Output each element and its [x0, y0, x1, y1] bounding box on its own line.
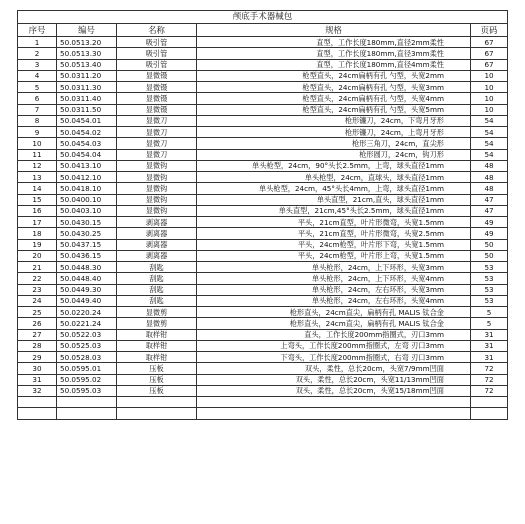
- cell-spec: 单头枪型，24cm，直球头，球头直径1mm: [197, 172, 471, 183]
- cell-index: 12: [18, 160, 57, 171]
- table-row: [18, 239, 508, 250]
- cell-name: 压板: [117, 374, 197, 385]
- cell-page: 49: [471, 228, 508, 239]
- cell-code: 50.0412.10: [57, 172, 117, 183]
- table-row: [18, 59, 508, 70]
- cell-page: 5: [471, 307, 508, 318]
- table-row: [18, 363, 508, 374]
- cell-name: 取样钳: [117, 340, 197, 351]
- cell-index: [18, 397, 57, 408]
- cell-name: 剥离器: [117, 250, 197, 261]
- cell-spec: 直型，工作长度180mm,直径4mm柔性: [197, 59, 471, 70]
- cell-code: 50.0513.20: [57, 37, 117, 48]
- cell-name: 显微钩: [117, 194, 197, 205]
- cell-name: 刮匙: [117, 262, 197, 273]
- header-row: [18, 24, 508, 37]
- cell-page: 50: [471, 250, 508, 261]
- cell-index: 6: [18, 93, 57, 104]
- cell-name: 吸引管: [117, 37, 197, 48]
- cell-page: [471, 397, 508, 408]
- cell-index: 3: [18, 59, 57, 70]
- table-body: [18, 37, 508, 420]
- cell-index: 16: [18, 205, 57, 216]
- cell-spec: 枪型直头，24cm扁柄有孔 勺型，头宽3mm: [197, 82, 471, 93]
- cell-index: 13: [18, 172, 57, 183]
- cell-spec: 枪形镰刀，24cm，上弯月牙形: [197, 127, 471, 138]
- table-row: [18, 385, 508, 396]
- header-code: 编号: [57, 24, 117, 37]
- cell-code: 50.0448.40: [57, 273, 117, 284]
- cell-name: 取样钳: [117, 352, 197, 363]
- cell-page: 47: [471, 205, 508, 216]
- cell-name: 显微钩: [117, 205, 197, 216]
- cell-spec: 单头枪型，24cm，90°头长2.5mm，上弯，球头直径1mm: [197, 160, 471, 171]
- cell-index: 11: [18, 149, 57, 160]
- cell-code: 50.0220.24: [57, 307, 117, 318]
- cell-page: 10: [471, 104, 508, 115]
- cell-code: 50.0430.25: [57, 228, 117, 239]
- cell-spec: 单头枪形，24cm，上下环形，头宽3mm: [197, 262, 471, 273]
- cell-spec: 单头枪型，24cm，45°头长4mm，上弯，球头直径1mm: [197, 183, 471, 194]
- cell-page: 72: [471, 374, 508, 385]
- cell-spec: 平头，24cm枪型，叶片形上弯，头宽1.5mm: [197, 250, 471, 261]
- cell-code: [57, 408, 117, 419]
- table-row: [18, 194, 508, 205]
- table-title: 颅底手术器械包: [18, 11, 508, 24]
- cell-index: 10: [18, 138, 57, 149]
- cell-spec: 双头，柔性，总长20cm，头宽7/9mm凹面: [197, 363, 471, 374]
- cell-page: 67: [471, 48, 508, 59]
- cell-page: [471, 408, 508, 419]
- cell-name: 显微刀: [117, 149, 197, 160]
- cell-spec: 单头直型，21cm,45°头长2.5mm，球头直径1mm: [197, 205, 471, 216]
- cell-code: 50.0449.40: [57, 295, 117, 306]
- cell-page: 53: [471, 284, 508, 295]
- cell-name: 吸引管: [117, 48, 197, 59]
- cell-page: 31: [471, 329, 508, 340]
- cell-page: 72: [471, 363, 508, 374]
- cell-page: 54: [471, 115, 508, 126]
- cell-code: 50.0595.01: [57, 363, 117, 374]
- cell-name: 显微镊: [117, 104, 197, 115]
- cell-code: 50.0400.10: [57, 194, 117, 205]
- cell-spec: 双头，柔性，总长20cm，头宽11/13mm凹面: [197, 374, 471, 385]
- cell-index: 2: [18, 48, 57, 59]
- cell-name: 显微镊: [117, 93, 197, 104]
- table-row: [18, 340, 508, 351]
- cell-page: 54: [471, 149, 508, 160]
- cell-name: 取样钳: [117, 329, 197, 340]
- cell-spec: 枪形三角刀，24cm，直尖形: [197, 138, 471, 149]
- cell-code: 50.0595.02: [57, 374, 117, 385]
- cell-index: 9: [18, 127, 57, 138]
- cell-code: 50.0454.04: [57, 149, 117, 160]
- cell-spec: 单头枪形，24cm，左右环形，头宽3mm: [197, 284, 471, 295]
- cell-page: 10: [471, 93, 508, 104]
- cell-index: 19: [18, 239, 57, 250]
- cell-code: 50.0436.15: [57, 250, 117, 261]
- cell-code: 50.0522.03: [57, 329, 117, 340]
- cell-name: 显微钩: [117, 172, 197, 183]
- cell-code: 50.0454.02: [57, 127, 117, 138]
- cell-name: 压板: [117, 385, 197, 396]
- cell-spec: 枪形直头，24cm直尖，扁柄有孔 MALIS 钛合金: [197, 307, 471, 318]
- cell-spec: 下弯头，工作长度200mm指圈式，右弯 刃口3mm: [197, 352, 471, 363]
- cell-spec: 枪形直头，24cm直尖，扁柄有孔 MALIS 钛合金: [197, 318, 471, 329]
- table-row: [18, 397, 508, 408]
- table-row: [18, 160, 508, 171]
- cell-page: 49: [471, 217, 508, 228]
- cell-spec: 平头，24cm枪型，叶片形下弯，头宽1.5mm: [197, 239, 471, 250]
- cell-name: 显微刀: [117, 138, 197, 149]
- cell-name: 显微刀: [117, 115, 197, 126]
- cell-code: 50.0311.30: [57, 82, 117, 93]
- table-row: [18, 82, 508, 93]
- cell-name: 剥离器: [117, 228, 197, 239]
- cell-index: 29: [18, 352, 57, 363]
- cell-name: 剥离器: [117, 239, 197, 250]
- cell-code: 50.0403.10: [57, 205, 117, 216]
- cell-page: 48: [471, 160, 508, 171]
- cell-spec: 枪型直头，24cm扁柄有孔 勺型，头宽5mm: [197, 104, 471, 115]
- cell-spec: 单头枪形，24cm，左右环形，头宽4mm: [197, 295, 471, 306]
- cell-code: 50.0525.03: [57, 340, 117, 351]
- table-row: [18, 318, 508, 329]
- cell-name: 显微镊: [117, 82, 197, 93]
- cell-page: 54: [471, 138, 508, 149]
- cell-index: 8: [18, 115, 57, 126]
- cell-spec: [197, 408, 471, 419]
- title-row: [18, 11, 508, 24]
- cell-index: 32: [18, 385, 57, 396]
- table-row: [18, 104, 508, 115]
- table-row: [18, 408, 508, 419]
- table-row: [18, 172, 508, 183]
- cell-page: 48: [471, 172, 508, 183]
- cell-page: 10: [471, 70, 508, 81]
- cell-page: 67: [471, 59, 508, 70]
- cell-name: 吸引管: [117, 59, 197, 70]
- cell-index: 20: [18, 250, 57, 261]
- cell-index: 30: [18, 363, 57, 374]
- table-row: [18, 262, 508, 273]
- table-row: [18, 183, 508, 194]
- cell-spec: [197, 397, 471, 408]
- cell-index: 28: [18, 340, 57, 351]
- cell-page: 50: [471, 239, 508, 250]
- cell-page: 54: [471, 127, 508, 138]
- table-row: [18, 284, 508, 295]
- instrument-table: [17, 10, 508, 420]
- cell-index: 26: [18, 318, 57, 329]
- cell-spec: 直型，工作长度180mm,直径2mm柔性: [197, 37, 471, 48]
- cell-spec: 双头，柔性，总长20cm，头宽15/18mm凹面: [197, 385, 471, 396]
- cell-name: [117, 408, 197, 419]
- table-row: [18, 115, 508, 126]
- cell-name: 显微镊: [117, 70, 197, 81]
- table-row: [18, 127, 508, 138]
- cell-index: [18, 408, 57, 419]
- cell-name: 刮匙: [117, 284, 197, 295]
- cell-name: 压板: [117, 363, 197, 374]
- cell-index: 24: [18, 295, 57, 306]
- table-row: [18, 374, 508, 385]
- cell-code: [57, 397, 117, 408]
- header-name: 名称: [117, 24, 197, 37]
- table-row: [18, 205, 508, 216]
- cell-spec: 单头枪形，24cm，上下环形，头宽4mm: [197, 273, 471, 284]
- cell-code: 50.0449.30: [57, 284, 117, 295]
- table-row: [18, 138, 508, 149]
- cell-page: 53: [471, 295, 508, 306]
- cell-index: 5: [18, 82, 57, 93]
- cell-code: 50.0448.30: [57, 262, 117, 273]
- cell-index: 4: [18, 70, 57, 81]
- cell-index: 15: [18, 194, 57, 205]
- header-spec: 规格: [197, 24, 471, 37]
- cell-code: 50.0513.40: [57, 59, 117, 70]
- table-row: [18, 307, 508, 318]
- cell-index: 31: [18, 374, 57, 385]
- cell-index: 22: [18, 273, 57, 284]
- cell-spec: 单头直型，21cm,直头，球头直径1mm: [197, 194, 471, 205]
- table-row: [18, 352, 508, 363]
- cell-index: 18: [18, 228, 57, 239]
- cell-spec: 枪形镰刀，24cm，下弯月牙形: [197, 115, 471, 126]
- cell-code: 50.0595.03: [57, 385, 117, 396]
- cell-index: 17: [18, 217, 57, 228]
- header-page: 页码: [471, 24, 508, 37]
- cell-code: 50.0513.30: [57, 48, 117, 59]
- table-row: [18, 217, 508, 228]
- instrument-kit-sheet: [17, 10, 507, 420]
- table-row: [18, 93, 508, 104]
- table-row: [18, 329, 508, 340]
- cell-page: 31: [471, 340, 508, 351]
- cell-name: 显微剪: [117, 318, 197, 329]
- cell-code: 50.0437.15: [57, 239, 117, 250]
- cell-page: 31: [471, 352, 508, 363]
- cell-spec: 直头，工作长度200mm指圈式，刃口3mm: [197, 329, 471, 340]
- cell-code: 50.0430.15: [57, 217, 117, 228]
- cell-name: [117, 397, 197, 408]
- cell-page: 48: [471, 183, 508, 194]
- cell-name: 显微钩: [117, 160, 197, 171]
- cell-spec: 枪形圆刀，24cm，钩刀形: [197, 149, 471, 160]
- cell-code: 50.0454.03: [57, 138, 117, 149]
- cell-code: 50.0528.03: [57, 352, 117, 363]
- cell-index: 7: [18, 104, 57, 115]
- cell-page: 5: [471, 318, 508, 329]
- cell-page: 72: [471, 385, 508, 396]
- cell-index: 23: [18, 284, 57, 295]
- cell-code: 50.0418.10: [57, 183, 117, 194]
- cell-page: 10: [471, 82, 508, 93]
- table-row: [18, 48, 508, 59]
- cell-page: 53: [471, 262, 508, 273]
- cell-index: 14: [18, 183, 57, 194]
- cell-code: 50.0311.50: [57, 104, 117, 115]
- table-row: [18, 70, 508, 81]
- cell-spec: 平头，21cm直型，叶片形微弯，头宽1.5mm: [197, 217, 471, 228]
- cell-name: 显微钩: [117, 183, 197, 194]
- cell-page: 67: [471, 37, 508, 48]
- table-row: [18, 250, 508, 261]
- cell-code: 50.0454.01: [57, 115, 117, 126]
- cell-index: 21: [18, 262, 57, 273]
- cell-name: 显微剪: [117, 307, 197, 318]
- table-row: [18, 149, 508, 160]
- table-row: [18, 295, 508, 306]
- cell-spec: 枪型直头，24cm扁柄有孔 勺型，头宽4mm: [197, 93, 471, 104]
- cell-code: 50.0311.40: [57, 93, 117, 104]
- cell-code: 50.0311.20: [57, 70, 117, 81]
- cell-spec: 平头，21cm直型，叶片形微弯，头宽2.5mm: [197, 228, 471, 239]
- cell-name: 显微刀: [117, 127, 197, 138]
- header-index: 序号: [18, 24, 57, 37]
- table-row: [18, 228, 508, 239]
- cell-name: 刮匙: [117, 295, 197, 306]
- cell-code: 50.0413.10: [57, 160, 117, 171]
- cell-name: 剥离器: [117, 217, 197, 228]
- cell-code: 50.0221.24: [57, 318, 117, 329]
- cell-page: 53: [471, 273, 508, 284]
- cell-index: 27: [18, 329, 57, 340]
- cell-spec: 直型，工作长度180mm,直径3mm柔性: [197, 48, 471, 59]
- cell-spec: 枪型直头，24cm扁柄有孔 勺型，头宽2mm: [197, 70, 471, 81]
- table-row: [18, 37, 508, 48]
- cell-page: 47: [471, 194, 508, 205]
- cell-spec: 上弯头，工作长度200mm指圈式，左弯 刃口3mm: [197, 340, 471, 351]
- table-row: [18, 273, 508, 284]
- cell-index: 25: [18, 307, 57, 318]
- cell-name: 刮匙: [117, 273, 197, 284]
- cell-index: 1: [18, 37, 57, 48]
